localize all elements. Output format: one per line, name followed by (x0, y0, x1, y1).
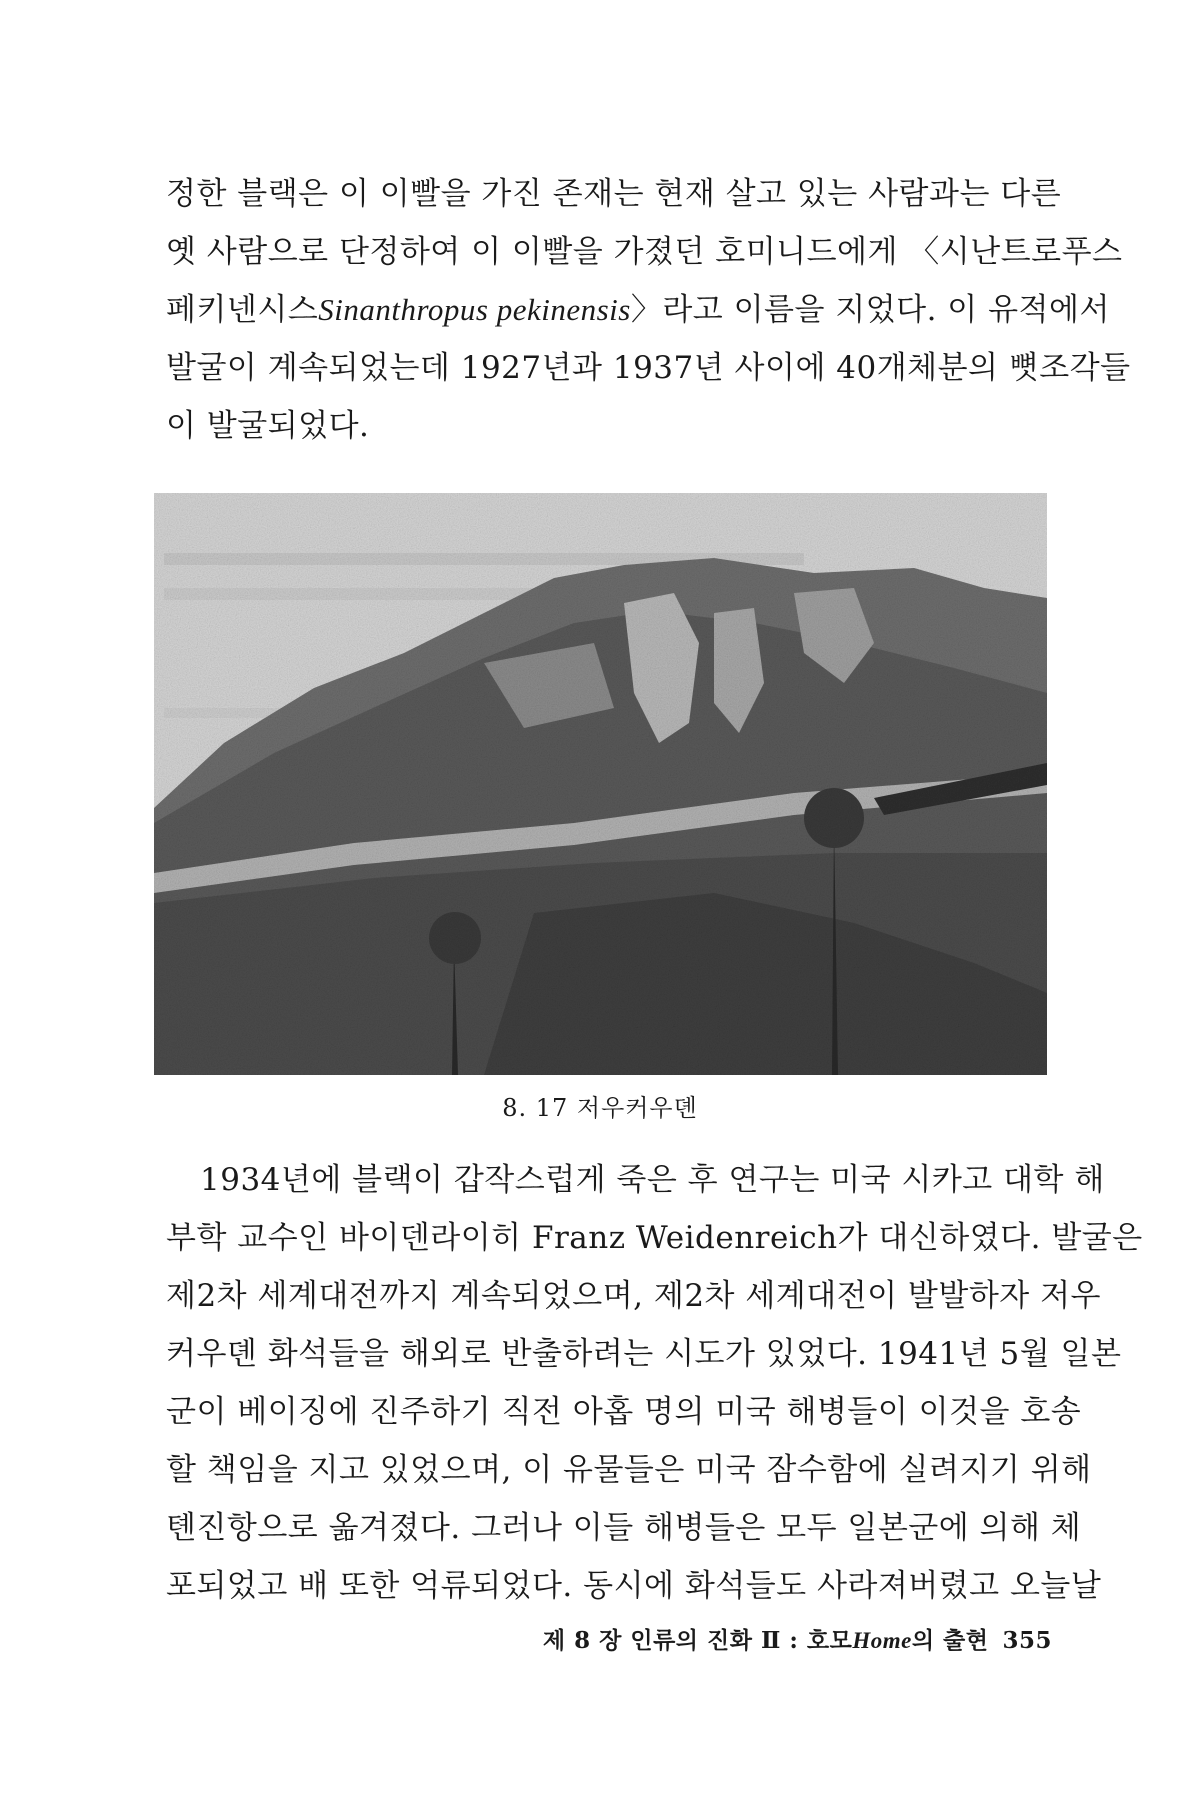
paragraph-2 (166, 1151, 1143, 1615)
text-line: 제2차 세계대전까지 계속되었으며, 제2차 세계대전이 발발하자 저우 (166, 1278, 1101, 1314)
running-footer (543, 1622, 1052, 1655)
figure-caption: 8. 17 저우커우뎬 (502, 1094, 698, 1122)
page-number: 355 (1002, 1627, 1052, 1654)
zhoukoudian-photo (154, 493, 1047, 1075)
text-line: 옛 사람으로 단정하여 이 이빨을 가졌던 호미니드에게 〈시난트로푸스 (166, 234, 1123, 270)
text-line: 할 책임을 지고 있었으며, 이 유물들은 미국 잠수함에 실려지기 위해 (166, 1452, 1092, 1488)
text-line: 정한 블랙은 이 이빨을 가진 존재는 현재 살고 있는 사람과는 다른 (166, 176, 1062, 212)
text-line (166, 281, 1110, 339)
text-line-tail: 〉라고 이름을 지었다. 이 유적에서 (630, 292, 1110, 328)
text-line: 포되었고 배 또한 억류되었다. 동시에 화석들도 사라져버렸고 오늘날 (166, 1568, 1102, 1604)
text-line: 1934년에 블랙이 갑작스럽게 죽은 후 연구는 미국 시카고 대학 해 (200, 1162, 1105, 1198)
hillside-photograph (154, 493, 1047, 1075)
text-line: 부학 교수인 바이덴라이히 Franz Weidenreich가 대신하였다. 발굴은 (166, 1220, 1143, 1256)
chapter-title-suffix: 의 출현 (911, 1627, 989, 1654)
korean-species-name: 페키넨시스 (166, 292, 319, 328)
chapter-title-prefix: 제 8 장 인류의 진화 Ⅱ : 호모 (542, 1627, 853, 1654)
paragraph-1 (166, 165, 1131, 455)
text-line: 톈진항으로 옮겨졌다. 그러나 이들 해병들은 모두 일본군에 의해 체 (166, 1510, 1082, 1546)
chapter-title-latin: Home (852, 1628, 912, 1653)
text-line: 커우뎬 화석들을 해외로 반출하려는 시도가 있었다. 1941년 5월 일본 (166, 1336, 1122, 1372)
text-line: 발굴이 계속되었는데 1927년과 1937년 사이에 40개체분의 뼛조각들 (166, 350, 1131, 386)
latin-species-name: Sinanthropus pekinensis (318, 292, 631, 327)
text-line: 군이 베이징에 진주하기 직전 아홉 명의 미국 해병들이 이것을 호송 (166, 1394, 1082, 1430)
text-line: 이 발굴되었다. (166, 408, 370, 444)
